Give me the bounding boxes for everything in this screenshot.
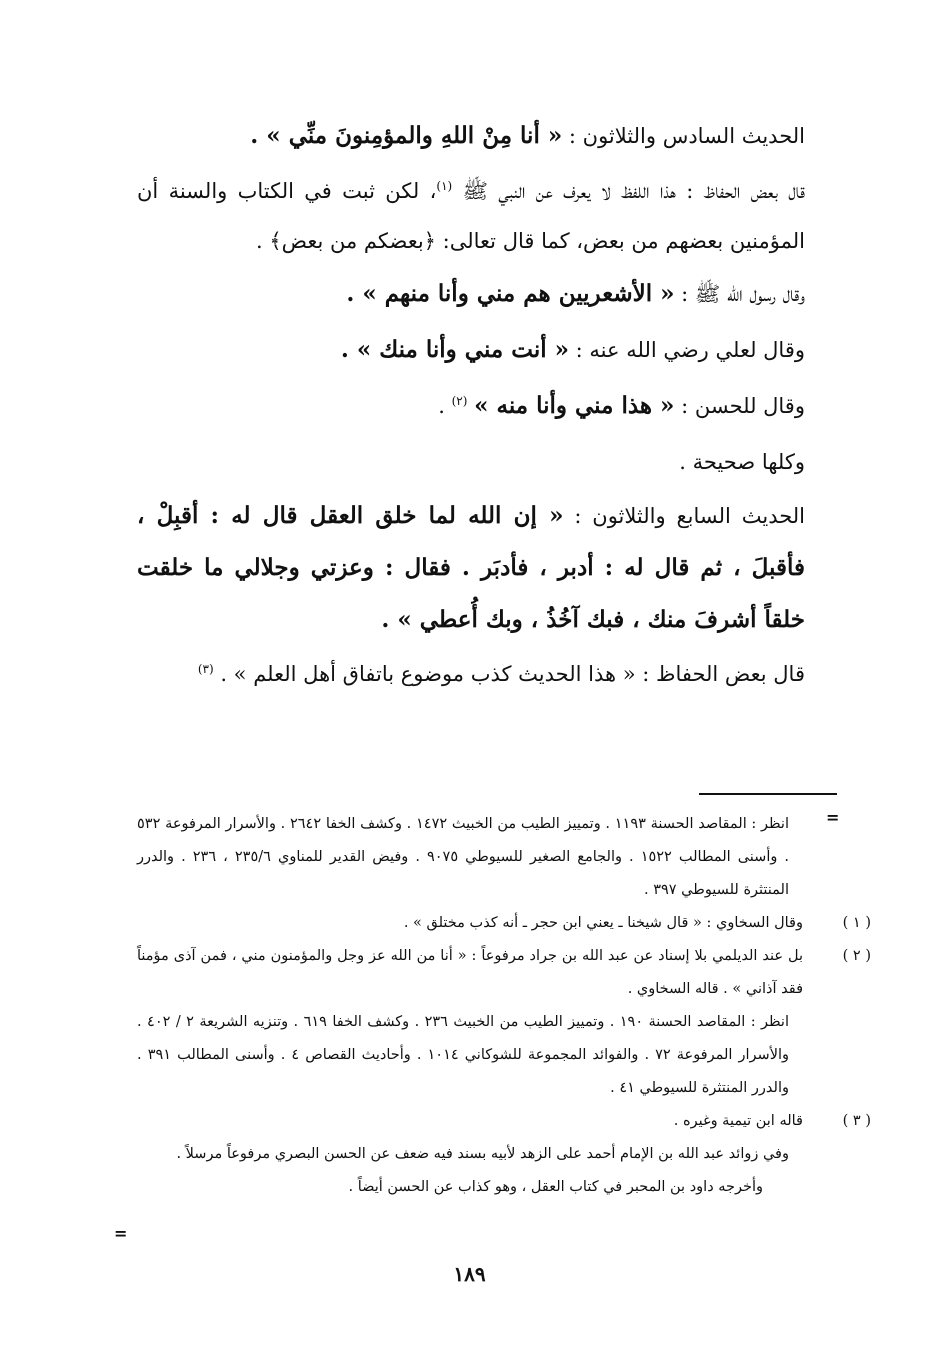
page-number: ١٨٩	[453, 1262, 486, 1286]
footnote-1-number: ( ١ )	[842, 915, 871, 931]
footnote-ref-3: (٣)	[197, 662, 214, 676]
quote-3-intro: وقال للحسن :	[674, 394, 805, 418]
footnotes	[137, 808, 871, 1204]
footnote-2-text: بل عند الديلمي بلا إسناد عن عبد الله بن جراد مرفوعاً : « أنا من الله عز وجل والمؤمنون مني ، فمن آذى مؤمناً فقد آذاني » . قاله السخاوي .	[137, 948, 803, 997]
quote-ali	[137, 322, 837, 378]
footnote-1	[137, 907, 871, 940]
continuation-mark: =	[826, 808, 840, 827]
quote-ashariyyin	[137, 266, 837, 322]
footnote-3-text: قاله ابن تيمية وغيره .	[673, 1113, 803, 1129]
hadith-36-intro: الحديث السادس والثلاثون :	[562, 124, 805, 148]
quote-hasan	[137, 378, 837, 434]
footnote-2	[137, 940, 871, 1006]
footnote-continuation: انظر : المقاصد الحسنة ١١٩٣ . وتمييز الطيب من الخبيث ١٤٧٢ . وكشف الخفا ٢٦٤٢ . والأسرار المرفوعة ٥٣٢ . وأسنى المطالب ١٥٢٢ . والجامع الصغير للسيوطي ٩٠٧٥ . وفيض القدير للمناوي ٢٣٥/٦ ، ٢٣٦ . والدرر المنتثرة للسيوطي ٣٩٧ .	[137, 816, 789, 898]
commentary-2-a: قال بعض الحفاظ : « هذا الحديث كذب موضوع باتفاق أهل العلم » .	[220, 662, 805, 686]
end-mark: =	[114, 1224, 128, 1243]
hadith-37-intro: الحديث السابع والثلاثون :	[563, 504, 806, 528]
commentary-2	[137, 646, 837, 702]
quote-3-end: .	[438, 394, 452, 418]
commentary-1-a: قال بعض الحفاظ : هذا اللفظ لا يعرف عن النبي ﷺ	[462, 179, 806, 203]
footnote-2-references: انظر : المقاصد الحسنة ١٩٠ . وتمييز الطيب من الخبيث ٢٣٦ . وكشف الخفا ٦١٩ . وتنزيه الشريعة ٢ / ٤٠٢ . والأسرار المرفوعة ٧٢ . والفوائد المجموعة للشوكاني ١٠١٤ . وأحاديث القصاص ٤ . وأسنى المطالب ٣٩١ . والدرر المنتثرة للسيوطي ٤١ .	[137, 1014, 789, 1096]
quote-2-intro: وقال لعلي رضي الله عنه :	[569, 338, 805, 362]
hadith-37	[137, 490, 837, 646]
quote-1-text: « الأشعريين هم مني وأنا منهم » .	[346, 280, 675, 307]
hadith-36-quote: « أنا مِنْ اللهِ والمؤمِنونَ منِّي » .	[250, 122, 563, 149]
quote-2-text: « أنت مني وأنا منك » .	[340, 336, 569, 363]
hadith-36	[137, 112, 837, 160]
hadith-37-quote: « إن الله لما خلق العقل قال له : أقبِلْ ، فأقبلَ ، ثم قال له : أدبر ، فأدبَر . فقال : وعزتي وجلالي ما خلقت خلقاً أشرفَ منك ، فبك آخُذُ ، وبك أُعطي » .	[137, 502, 805, 633]
footnote-divider	[699, 793, 837, 795]
footnote-3-dawud: وأخرجه داود بن المحبر في كتاب العقل ، وهو كذاب عن الحسن أيضاً .	[348, 1179, 763, 1195]
commentary-1	[137, 166, 837, 266]
footnote-2-number: ( ٢ )	[842, 948, 871, 964]
footnote-3	[137, 1105, 871, 1138]
footnote-3-number: ( ٣ )	[842, 1113, 871, 1129]
commentary-1-b: ، لكن ثبت في الكتاب والسنة أن المؤمنين بعضهم من بعض، كما قال تعالى: ﴿بعضكم من بعض﴾ .	[137, 179, 805, 253]
quote-3-text: « هذا مني وأنا منه »	[474, 392, 675, 419]
footnote-ref-1: (١)	[436, 179, 453, 193]
all-sahih: وكلها صحيحة .	[679, 450, 805, 474]
footnote-ref-2: (٢)	[451, 394, 468, 408]
footnote-1-text: وقال السخاوي : « قال شيخنا ـ يعني ابن حجر ـ أنه كذب مختلق » .	[403, 915, 803, 931]
quote-1-intro: وقال رسول الله ﷺ :	[674, 282, 805, 306]
main-text	[137, 112, 837, 702]
footnote-3-zuhd: وفي زوائد عبد الله بن الإمام أحمد على الزهد لأبيه بسند فيه ضعف عن الحسن البصري مرفوعاً مرسلاً .	[176, 1146, 789, 1162]
